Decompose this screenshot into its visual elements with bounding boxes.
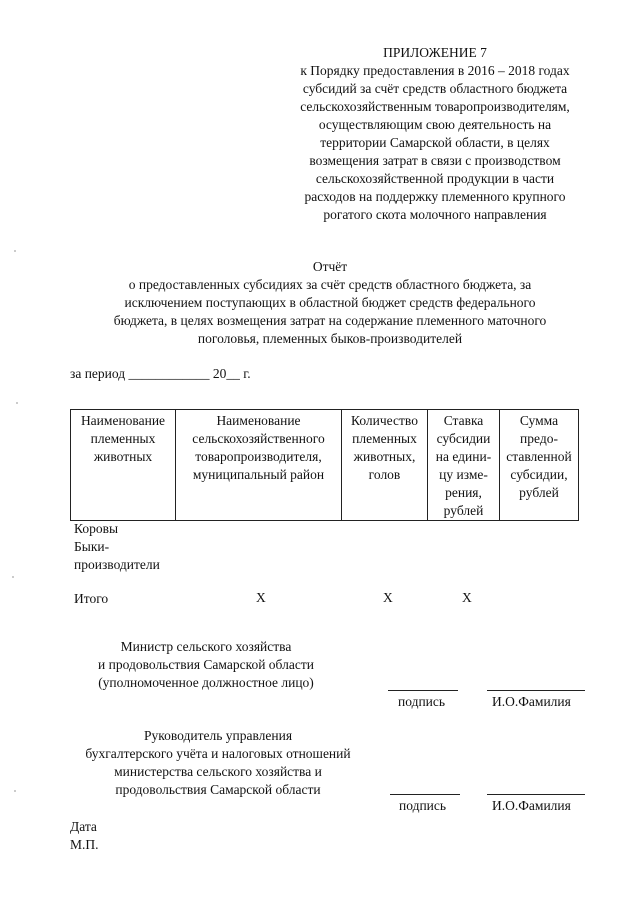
appendix-line: сельскохозяйственным товаропроизводителям, — [300, 99, 570, 114]
report-heading — [60, 258, 600, 348]
appendix-line: территории Самарской области, в целях — [320, 135, 550, 150]
appendix-header — [270, 44, 600, 224]
row-bulls: Быки- — [74, 539, 110, 554]
report-line: о предоставленных субсидиях за счёт средств областного бюджета, за — [128, 277, 532, 292]
appendix-line: рогатого скота молочного направления — [323, 207, 547, 222]
minister-title: Министр сельского хозяйства и продовольствия Самарской области (уполномоченное должностное лицо) — [98, 639, 314, 690]
header-rate: Ставка субсидии на едини- цу изме- рения, рублей — [428, 410, 500, 521]
total-x-producer: Х — [256, 590, 266, 605]
appendix-line: возмещения затрат в связи с производством — [309, 153, 561, 168]
total-x-quantity: Х — [383, 590, 393, 605]
period-field: за период ____________ 20__ г. — [70, 366, 251, 381]
scan-speck — [16, 402, 18, 404]
scan-speck — [14, 790, 16, 792]
header-amount: Сумма предо- ставленной субсидии, рублей — [500, 410, 579, 521]
appendix-line: расходов на поддержку племенного крупного — [304, 189, 566, 204]
scan-speck — [12, 576, 14, 578]
row-bulls-cont: производители — [74, 557, 160, 572]
subsidy-table — [70, 409, 579, 521]
name-caption: И.О.Фамилия — [492, 798, 571, 813]
signature-caption: подпись — [398, 694, 446, 709]
head-title: Руководитель управления бухгалтерского учёта и налоговых отношений министерства сельского хозяйства и продовольствия Самарской области — [85, 728, 351, 797]
signature-line — [390, 794, 460, 795]
table-header-row — [71, 410, 579, 521]
scan-speck — [14, 250, 16, 252]
appendix-title: ПРИЛОЖЕНИЕ 7 — [383, 45, 487, 60]
report-line: поголовья, племенных быков-производителей — [197, 331, 463, 346]
signature-line — [388, 690, 458, 691]
signature-caption: подпись — [399, 798, 447, 813]
row-total: Итого — [74, 591, 109, 606]
header-quantity: Количество племенных животных, голов — [342, 410, 428, 521]
name-line — [487, 690, 585, 691]
name-caption: И.О.Фамилия — [492, 694, 571, 709]
name-line — [487, 794, 585, 795]
appendix-line: к Порядку предоставления в 2016 – 2018 годах — [300, 63, 570, 78]
total-x-rate: Х — [462, 590, 472, 605]
appendix-line: сельскохозяйственной продукции в части — [315, 171, 555, 186]
report-line: бюджета, в целях возмещения затрат на содержание племенного маточного — [113, 313, 547, 328]
appendix-line: осуществляющим свою деятельность на — [318, 117, 552, 132]
header-producer: Наименование сельскохозяйственного товаропроизводителя, муниципальный район — [176, 410, 342, 521]
header-animals: Наименование племенных животных — [71, 410, 176, 521]
footer — [70, 818, 99, 854]
appendix-line: субсидий за счёт средств областного бюджета — [302, 81, 568, 96]
report-title: Отчёт — [312, 259, 348, 274]
date-label: Дата — [70, 819, 97, 834]
report-line: исключением поступающих в областной бюджет средств федерального — [124, 295, 536, 310]
stamp-label: М.П. — [70, 837, 99, 852]
row-cows: Коровы — [74, 521, 119, 536]
